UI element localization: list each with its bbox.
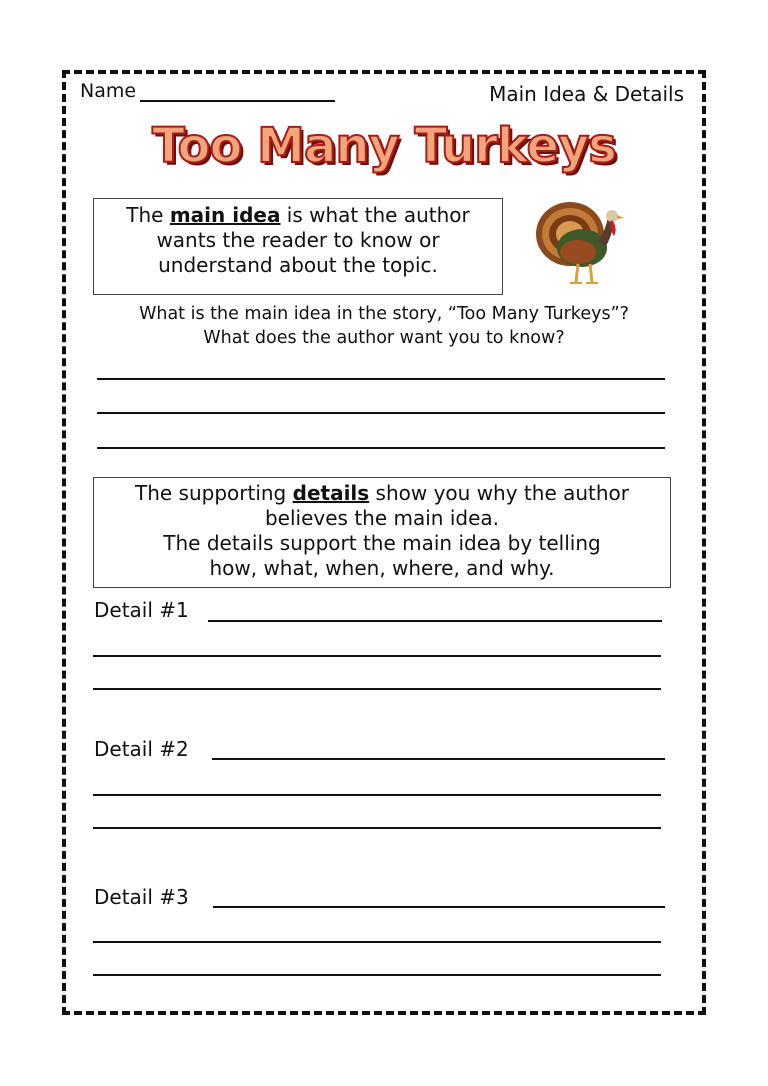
worksheet-title: Too Many Turkeys: [152, 118, 616, 174]
detail-3-line[interactable]: [213, 906, 665, 908]
detail-2-line[interactable]: [93, 827, 661, 829]
detail-2-label: Detail #2: [94, 737, 189, 761]
detail-3-line[interactable]: [93, 941, 661, 943]
detail-1-label: Detail #1: [94, 598, 189, 622]
answer-line[interactable]: [97, 378, 665, 380]
detail-2-line[interactable]: [212, 758, 665, 760]
main-idea-definition-box: [93, 198, 503, 295]
detail-1-line[interactable]: [93, 655, 661, 657]
main-idea-keyword: main idea: [169, 203, 281, 227]
details-line3: The details support the main idea by telling: [163, 531, 601, 555]
detail-3-label: Detail #3: [94, 885, 189, 909]
subject-label: Main Idea & Details: [489, 82, 684, 106]
main-idea-line3: understand about the topic.: [158, 253, 438, 277]
answer-line[interactable]: [97, 447, 665, 449]
details-line4: how, what, when, where, and why.: [209, 556, 555, 580]
details-keyword: details: [292, 481, 370, 505]
detail-1-line[interactable]: [93, 688, 661, 690]
detail-2-line[interactable]: [93, 794, 661, 796]
detail-1-line[interactable]: [208, 620, 662, 622]
turkey-icon: [528, 196, 628, 288]
details-line2: believes the main idea.: [264, 506, 499, 530]
question-line2: What does the author want you to know?: [203, 328, 565, 348]
detail-3-line[interactable]: [93, 974, 661, 976]
name-label: Name: [80, 80, 137, 102]
question-line1: What is the main idea in the story, “Too Many Turkeys”?: [139, 304, 629, 324]
main-idea-question: [0, 302, 768, 350]
main-idea-line2: wants the reader to know or: [156, 228, 440, 252]
answer-line[interactable]: [97, 412, 665, 414]
details-line1: The supporting details show you why the author: [134, 481, 630, 505]
details-definition-box: [93, 477, 671, 588]
name-input-line[interactable]: [140, 100, 335, 102]
main-idea-line1: The main idea is what the author: [126, 203, 470, 227]
